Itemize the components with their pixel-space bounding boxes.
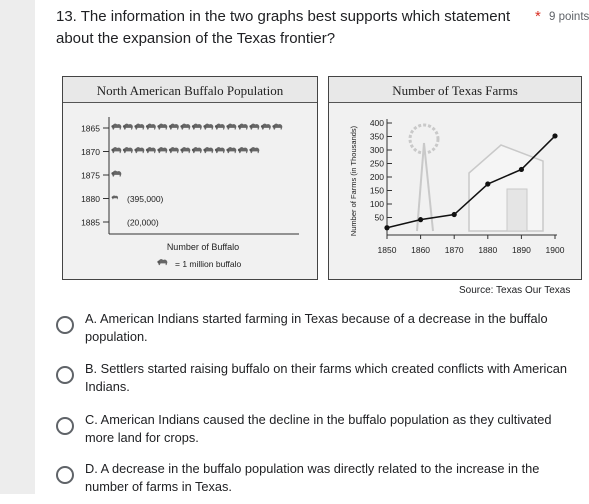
- buffalo-icon-1870-12: [249, 147, 259, 153]
- buffalo-icon-1865-14-head: [272, 125, 275, 128]
- farms-x-tick-label-1850: 1850: [377, 245, 397, 255]
- required-asterisk: *: [535, 8, 541, 25]
- buffalo-icon-1870-10-head: [226, 149, 229, 152]
- buffalo-icon-1870-5-head: [169, 149, 172, 152]
- buffalo-icon-1865-11: [238, 124, 248, 130]
- farms-y-tick-label-150: 150: [369, 185, 384, 196]
- option-d-text[interactable]: [85, 460, 572, 496]
- farms-point-1860: [418, 217, 423, 222]
- buffalo-icon-1865-13-head: [261, 125, 264, 128]
- buffalo-graph-title: North American Buffalo Population: [63, 77, 317, 103]
- buffalo-icon-1870-4: [157, 147, 167, 153]
- buffalo-icon-1870-3-head: [146, 149, 149, 152]
- option-c-label: American Indians caused the decline in the buffalo population as they cultivated more land for crops.: [85, 412, 552, 445]
- graph-source: Source: Texas Our Texas: [459, 285, 571, 296]
- buffalo-icon-1865-3: [146, 124, 156, 130]
- buffalo-year-label-1865: 1865: [81, 123, 100, 134]
- buffalo-icon-1870-2-head: [134, 149, 137, 152]
- buffalo-x-axis-label: Number of Buffalo: [166, 242, 240, 252]
- buffalo-icon-1865-10-head: [226, 125, 229, 128]
- points-label: 9 points: [549, 11, 589, 23]
- option-c-letter: C.: [85, 412, 98, 427]
- buffalo-icon-1865-0-head: [111, 125, 114, 128]
- buffalo-icon-1865-11-head: [238, 125, 241, 128]
- farms-point-1890: [519, 167, 524, 172]
- buffalo-partial-icon-1880: [112, 195, 118, 199]
- buffalo-icon-1870-4-head: [157, 149, 160, 152]
- farms-point-1870: [452, 212, 457, 217]
- farms-graph-title: Number of Texas Farms: [329, 77, 581, 103]
- buffalo-value-label-1880: (395,000): [127, 194, 164, 204]
- buffalo-year-label-1875: 1875: [81, 170, 100, 181]
- buffalo-year-label-1870: 1870: [81, 147, 100, 157]
- buffalo-legend-label: = 1 million buffalo: [175, 259, 242, 269]
- buffalo-icon-1865-12: [249, 124, 259, 130]
- farms-x-tick-label-1870: 1870: [444, 245, 464, 255]
- farms-point-1900: [552, 133, 557, 138]
- buffalo-icon-1865-2-head: [134, 125, 137, 128]
- option-d-letter: D.: [85, 461, 98, 476]
- farms-x-tick-label-1900: 1900: [545, 245, 565, 255]
- buffalo-icon-1870-9-head: [215, 149, 218, 152]
- buffalo-icon-1865-1: [123, 124, 133, 130]
- option-c-radio[interactable]: [56, 417, 74, 435]
- buffalo-icon-1865-7-head: [192, 125, 195, 128]
- buffalo-icon-1870-2: [134, 147, 144, 153]
- buffalo-icon-1870-6-head: [180, 149, 183, 152]
- buffalo-icon-1865-14: [272, 124, 282, 130]
- farms-y-tick-label-250: 250: [369, 158, 384, 169]
- option-a-radio[interactable]: [56, 316, 74, 334]
- buffalo-icon-1870-9: [215, 147, 225, 153]
- buffalo-icon-1865-3-head: [146, 125, 149, 128]
- option-a[interactable]: [56, 310, 576, 354]
- buffalo-icon-1870-11-head: [238, 149, 241, 152]
- farms-line-chart: [329, 103, 581, 279]
- buffalo-icon-1865-1-head: [123, 125, 126, 128]
- buffalo-icon-1870-0-head: [111, 149, 114, 152]
- buffalo-year-label-1880: 1880: [81, 194, 100, 204]
- question-prompt: The information in the two graphs best supports which statement about the expansion of the Texas frontier?: [56, 8, 511, 47]
- option-b[interactable]: [56, 360, 576, 404]
- farms-y-tick-label-300: 300: [369, 145, 384, 155]
- farms-y-tick-label-50: 50: [374, 212, 384, 223]
- buffalo-icon-1870-0: [111, 147, 121, 153]
- option-b-letter: B.: [85, 361, 98, 376]
- buffalo-icon-1875-0-head: [111, 172, 114, 175]
- buffalo-icon-1865-5: [169, 124, 179, 130]
- option-d-label: A decrease in the buffalo population was directly related to the increase in the number of farms in Texas.: [85, 461, 540, 494]
- buffalo-icon-1865-6-head: [180, 125, 183, 128]
- option-b-text[interactable]: [85, 360, 572, 396]
- buffalo-icon-1870-10: [226, 147, 236, 153]
- option-d[interactable]: [56, 460, 576, 504]
- buffalo-icon-1870-5: [169, 147, 179, 153]
- option-d-radio[interactable]: [56, 466, 74, 484]
- farms-point-1880: [485, 181, 490, 186]
- buffalo-icon-1870-12-head: [249, 149, 252, 152]
- buffalo-icon-1865-13: [261, 124, 271, 130]
- buffalo-icon-1865-4-head: [157, 125, 160, 128]
- question-figure: [60, 76, 580, 282]
- buffalo-population-graph: [62, 76, 318, 280]
- option-a-label: American Indians started farming in Texas because of a decrease in the buffalo population.: [85, 311, 548, 344]
- texas-farms-graph: [328, 76, 582, 280]
- option-c[interactable]: [56, 411, 576, 455]
- buffalo-icon-1870-1: [123, 147, 133, 153]
- farms-point-1850: [384, 225, 389, 230]
- barn-door: [507, 189, 527, 231]
- buffalo-icon-1865-0: [111, 124, 121, 130]
- buffalo-icon-1870-6: [180, 147, 190, 153]
- buffalo-icon-1865-10: [226, 124, 236, 130]
- farms-y-tick-label-400: 400: [369, 118, 384, 128]
- buffalo-icon-1870-8: [203, 147, 213, 153]
- buffalo-icon-1865-5-head: [169, 125, 172, 128]
- buffalo-icon-1865-9-head: [215, 125, 218, 128]
- buffalo-icon-1875-0: [111, 171, 121, 177]
- option-b-radio[interactable]: [56, 366, 74, 384]
- buffalo-partial-icon-1880-head: [112, 196, 114, 198]
- farms-y-tick-label-200: 200: [369, 172, 384, 182]
- option-a-letter: A.: [85, 311, 98, 326]
- question-text: [56, 6, 526, 50]
- buffalo-icon-1865-6: [180, 124, 190, 130]
- buffalo-icon-1865-12-head: [249, 125, 252, 128]
- buffalo-year-label-1885: 1885: [81, 217, 100, 228]
- buffalo-icon-1870-11: [238, 147, 248, 153]
- farms-y-axis-label: Number of Farms (in Thousands): [349, 125, 358, 237]
- buffalo-icon-1865-4: [157, 124, 167, 130]
- farms-y-tick-label-100: 100: [369, 199, 384, 209]
- buffalo-legend-icon: [157, 259, 167, 265]
- buffalo-icon-1870-7: [192, 147, 202, 153]
- buffalo-value-label-1885: (20,000): [127, 217, 159, 228]
- buffalo-legend-icon-head: [157, 261, 160, 264]
- buffalo-icon-1865-9: [215, 124, 225, 130]
- windmill-barn-illustration: [410, 125, 543, 231]
- buffalo-icon-1865-2: [134, 124, 144, 130]
- barn-shape: [469, 145, 543, 231]
- buffalo-pictograph: [63, 103, 317, 279]
- farms-x-tick-label-1890: 1890: [511, 245, 531, 255]
- farms-x-tick-label-1880: 1880: [478, 245, 498, 255]
- buffalo-icon-1870-3: [146, 147, 156, 153]
- buffalo-icon-1870-1-head: [123, 149, 126, 152]
- option-b-label: Settlers started raising buffalo on their farms which created conflicts with American Indians.: [85, 361, 568, 394]
- buffalo-icon-1865-7: [192, 124, 202, 130]
- farms-x-tick-label-1860: 1860: [411, 245, 431, 255]
- left-side-strip: [0, 0, 35, 494]
- buffalo-icon-1865-8: [203, 124, 213, 130]
- farms-y-tick-label-350: 350: [369, 131, 384, 142]
- buffalo-icon-1865-8-head: [203, 125, 206, 128]
- option-a-text[interactable]: [85, 310, 572, 346]
- buffalo-icon-1870-7-head: [192, 149, 195, 152]
- option-c-text[interactable]: [85, 411, 572, 447]
- buffalo-icon-1870-8-head: [203, 149, 206, 152]
- question-number: 13.: [56, 8, 77, 25]
